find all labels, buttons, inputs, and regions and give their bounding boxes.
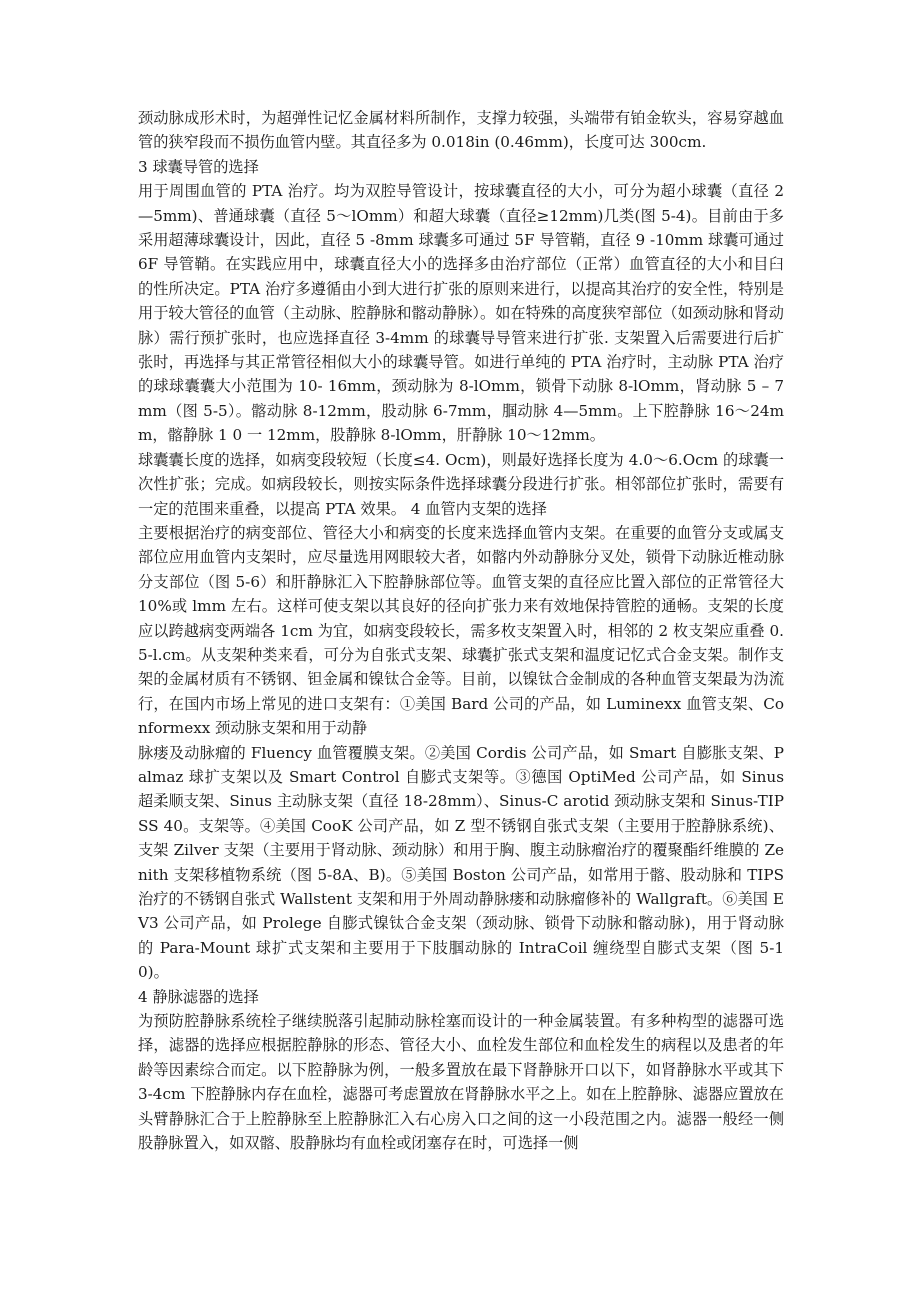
section-heading-vein-filter: 4 静脉滤器的选择 — [138, 987, 259, 1006]
paragraph-stent-selection: 主要根据治疗的病变部位、管径大小和病变的长度来选择血管内支架。在重要的血管分支或属支部位应用血管内支架时，应尽量选用网眼较大者，如髂内外动静脉分叉处，锁骨下动脉近椎动脉分支部位（图 5-6）和肝静脉汇入下腔静脉部位等。血管支架的直径应比置入部位的正常管径大 10%或 lmm 左右。这样可使支架以其良好的径向扩张力来有效地保持管腔的通畅。支架的长度应以跨越病变两端各 1cm 为宜，如病变段较长，需多枚支架置入时，相邻的 2 枚支架应重叠 0.5-l.cm。从支架种类来看，可分为自张式支架、球囊扩张式支架和温度记忆式合金支架。制作支架的金属材质有不锈钢、钽金属和镍钛合金等。目前，以镍钛合金制成的各种血管支架最为沩流行，在国内市场上常见的进口支架有：①美国 Bard 公司的产品，如 Luminexx 血管支架、Conformexx 颈动脉支架和用于动静 — [138, 523, 784, 738]
section-heading-balloon-catheter: 3 球囊导管的选择 — [138, 157, 259, 176]
document-body — [138, 106, 784, 1155]
paragraph-vein-filter: 为预防腔静脉系统栓子继续脱落引起肺动脉栓塞而设计的一种金属装置。有多种构型的滤器可选择，滤器的选择应根据腔静脉的形态、管径大小、血栓发生部位和血栓发生的病程以及患者的年龄等因素综合而定。以下腔静脉为例，一般多置放在最下肾静脉开口以下，如肾静脉水平或其下 3-4cm 下腔静脉内存在血栓，滤器可考虑置放在肾静脉水平之上。如在上腔静脉、滤器应置放在头臂静脉汇合于上腔静脉至上腔静脉汇入右心房入口之间的这一小段范围之内。滤器一般经一侧股静脉置入，如双髂、股静脉均有血栓或闭塞存在时，可选择一侧 — [138, 1012, 784, 1153]
paragraph-balloon-length: 球囊囊长度的选择，如病变段较短（长度≤4. Ocm)，则最好选择长度为 4.0～6.Ocm 的球囊一次性扩张；完成。如病段较长，则按实际条件选择球囊分段进行扩张。相邻部位扩张时，需要有一定的范围来重叠，以提高 PTA 效果。 4 血管内支架的选择 — [138, 450, 784, 518]
paragraph-guidewire-end: 颈动脉成形术时，为超弹性记忆金属材料所制作，支撑力较强，头端带有铂金软头，容易穿越血管的狭窄段而不损伤血管内壁。其直径多为 0.018in (0.46mm)，长度可达 300cm. — [138, 109, 784, 152]
paragraph-balloon-diameter: 用于周围血管的 PTA 治疗。均为双腔导管设计，按球囊直径的大小，可分为超小球囊（直径 2—5mm)、普通球囊（直径 5～lOmm）和超大球囊（直径≥12mm)几类(图 5-4)。目前由于多采用超薄球囊设计，因此，直径 5 -8mm 球囊多可通过 5F 导管鞘，直径 9 -10mm 球囊可通过 6F 导管鞘。在实践应用中，球囊直径大小的选择多由治疗部位（正常）血管直径的大小和目臼的性所决定。PTA 治疗多遵循由小到大进行扩张的原则来进行，以提高其治疗的安全性，特别是用于较大管径的血管（主动脉、腔静脉和髂动静脉）。如在特殊的高度狭窄部位（如颈动脉和肾动脉）需行预扩张时，也应选择直径 3-4mm 的球囊导导管来进行扩张. 支架置入后需要进行后扩张时，再选择与其正常管径相似大小的球囊导管。如进行单纯的 PTA 治疗时，主动脉 PTA 治疗的球球囊囊大小范围为 10- 16mm，颈动脉为 8-lOmm，锁骨下动脉 8-lOmm，肾动脉 5 – 7mm（图 5-5）。髂动脉 8-12mm，股动脉 6-7mm，腘动脉 4—5mm。上下腔静脉 16～24mm，髂静脉 1 0 一 12mm，股静脉 8-lOmm，肝静脉 10～12mm。 — [138, 182, 784, 445]
paragraph-stent-products: 脉瘘及动脉瘤的 Fluency 血管覆膜支架。②美国 Cordis 公司产品，如 Smart 自膨胀支架、Palmaz 球扩支架以及 Smart Control 自膨式支架等。③德国 OptiMed 公司产品，如 Sinus 超柔顺支架、Sinus 主动脉支架（直径 18-28mm）、Sinus-C arotid 颈动脉支架和 Sinus-TIPSS 40。支架等。④美国 CooK 公司产品，如 Z 型不锈钢自张式支架（主要用于腔静脉系统)、支架 Zilver 支架（主要用于肾动脉、颈动脉）和用于胸、腹主动脉瘤治疗的覆聚酯纤维膜的 Zenith 支架移植物系统（图 5-8A、B)。⑤美国 Boston 公司产品，如常用于髂、股动脉和 TIPS 治疗的不锈钢自张式 Wallstent 支架和用于外周动静脉瘘和动脉瘤修补的 Wallgraft。⑥美国 EV3 公司产品，如 Prolege 自膨式镍钛合金支架（颈动脉、锁骨下动脉和髂动脉)，用于肾动脉的 Para-Mount 球扩式支架和主要用于下肢腘动脉的 IntraCoil 缠绕型自膨式支架（图 5-10)。 — [138, 743, 784, 982]
